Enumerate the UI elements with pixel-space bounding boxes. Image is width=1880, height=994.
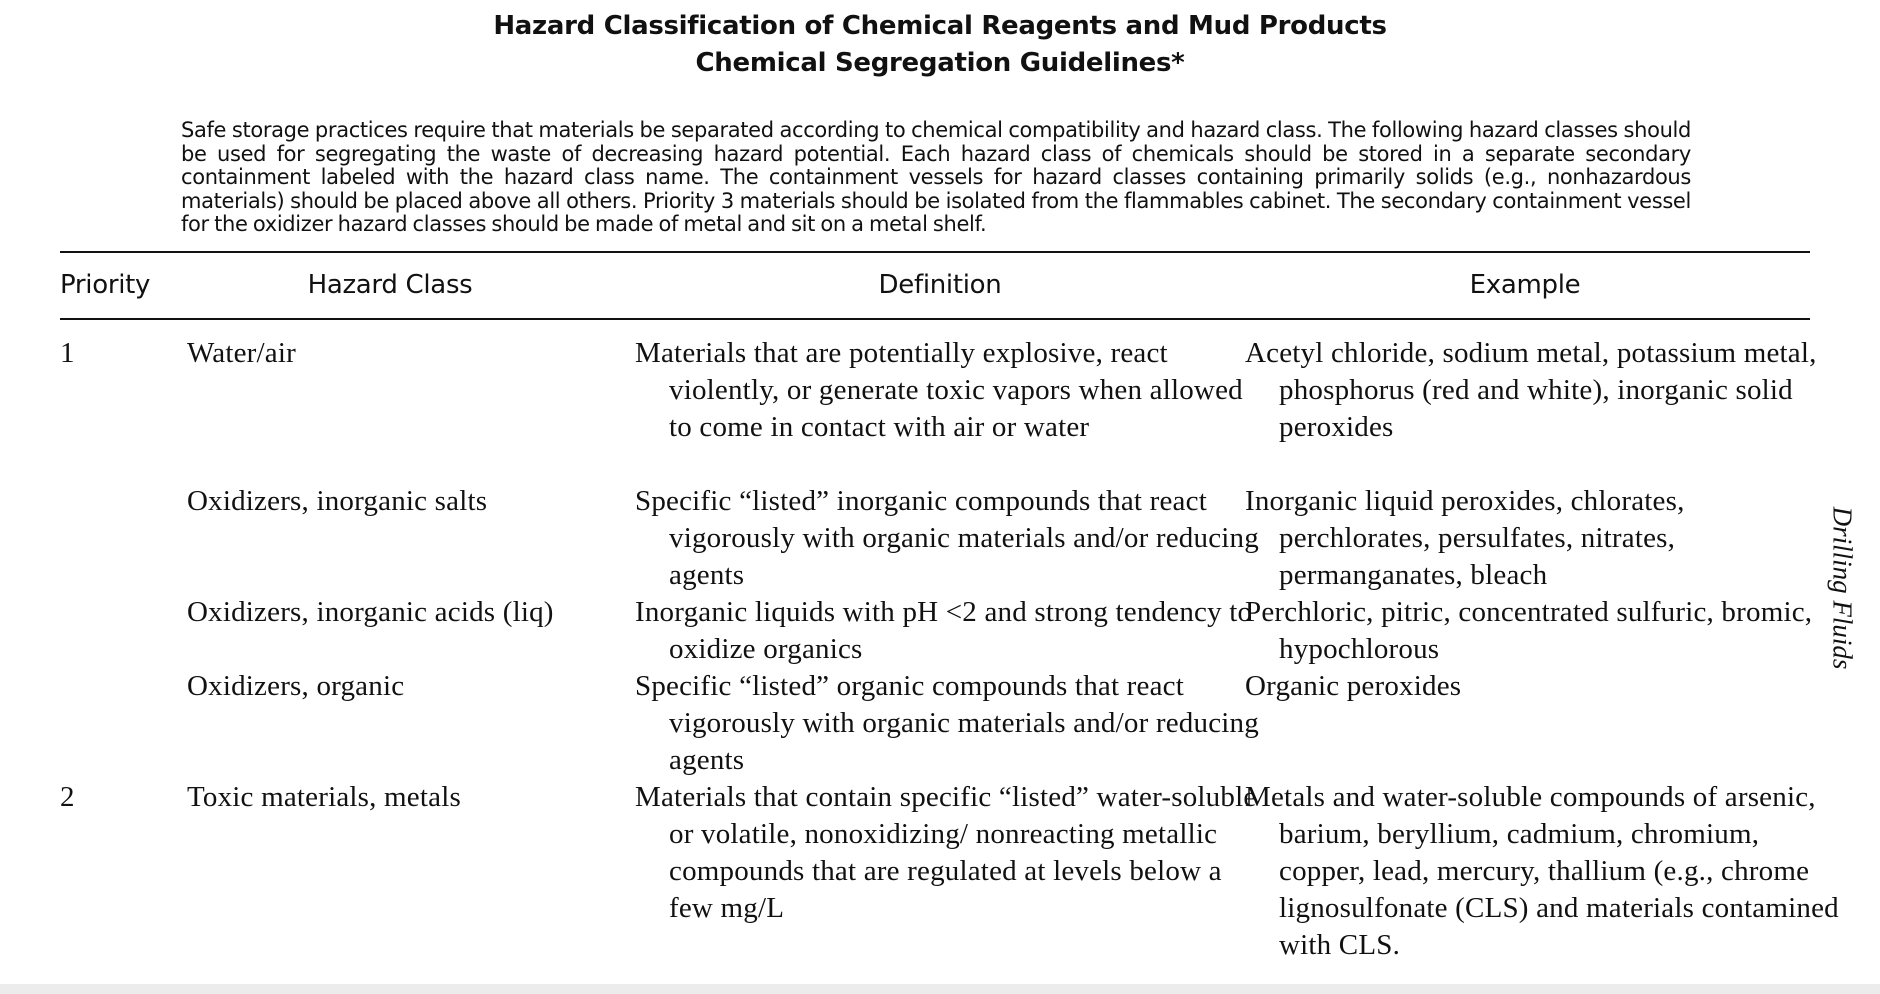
row-3-example: Perchloric, pitric, concentrated sulfuric, bromic, hypochlorous [1245, 596, 1813, 665]
row-1-priority: 1 [60, 337, 75, 369]
row-4-definition: Specific “listed” organic compounds that react vigorously with organic materials and/or reducing agents [635, 670, 1259, 776]
row-5-definition: Materials that contain specific “listed” water-soluble or volatile, nonoxidizing/ nonreacting metallic compounds that are regulated at levels below a few mg/L [635, 781, 1257, 924]
row-5-priority: 2 [60, 781, 75, 813]
row-5-example: Metals and water-soluble compounds of arsenic, barium, beryllium, cadmium, chromium, copper, lead, mercury, thallium (e.g., chrome lignosulfonate (CLS) and materials contamined with CLS. [1245, 781, 1839, 961]
document-subtitle: Chemical Segregation Guidelines* [695, 48, 1185, 78]
header-priority: Priority [60, 270, 151, 300]
row-2-hazard-class: Oxidizers, inorganic salts [187, 485, 488, 517]
row-1-example: Acetyl chloride, sodium metal, potassium metal, phosphorus (red and white), inorganic solid peroxides [1245, 337, 1817, 443]
row-2-definition: Specific “listed” inorganic compounds that react vigorously with organic materials and/or reducing agents [635, 485, 1259, 591]
side-section-tab: Drilling Fluids [1827, 506, 1858, 670]
header-definition: Definition [878, 270, 1002, 300]
table-top-rule [60, 251, 1810, 253]
row-4-hazard-class: Oxidizers, organic [187, 670, 405, 702]
page-bottom-edge [0, 984, 1880, 994]
document-title: Hazard Classification of Chemical Reagents and Mud Products [493, 11, 1387, 41]
row-3-hazard-class: Oxidizers, inorganic acids (liq) [187, 596, 554, 628]
table-header-rule [60, 318, 1810, 320]
row-1-definition: Materials that are potentially explosive, react violently, or generate toxic vapors when allowed to come in contact with air or water [635, 337, 1243, 443]
row-1-hazard-class: Water/air [187, 337, 296, 369]
row-3-definition: Inorganic liquids with pH <2 and strong tendency to oxidize organics [635, 596, 1253, 665]
row-4-example: Organic peroxides [1245, 670, 1462, 702]
row-5-hazard-class: Toxic materials, metals [187, 781, 461, 813]
header-hazard-class: Hazard Class [307, 270, 473, 300]
header-example: Example [1469, 270, 1581, 300]
intro-paragraph: Safe storage practices require that materials be separated according to chemical compatibility and hazard class. The following hazard classes should be used for segregating the waste of decreasing hazard potential. Each hazard class of chemicals should be stored in a separate secondary containment labeled with the hazard class name. The containment vessels for hazard classes containing primarily solids (e.g., nonhazardous materials) should be placed above all others. Priority 3 materials should be isolated from the flammables cabinet. The secondary containment vessel for the oxidizer hazard classes should be made of metal and sit on a metal shelf. [181, 118, 1691, 236]
row-2-example: Inorganic liquid peroxides, chlorates, perchlorates, persulfates, nitrates, permanganates, bleach [1245, 485, 1685, 591]
